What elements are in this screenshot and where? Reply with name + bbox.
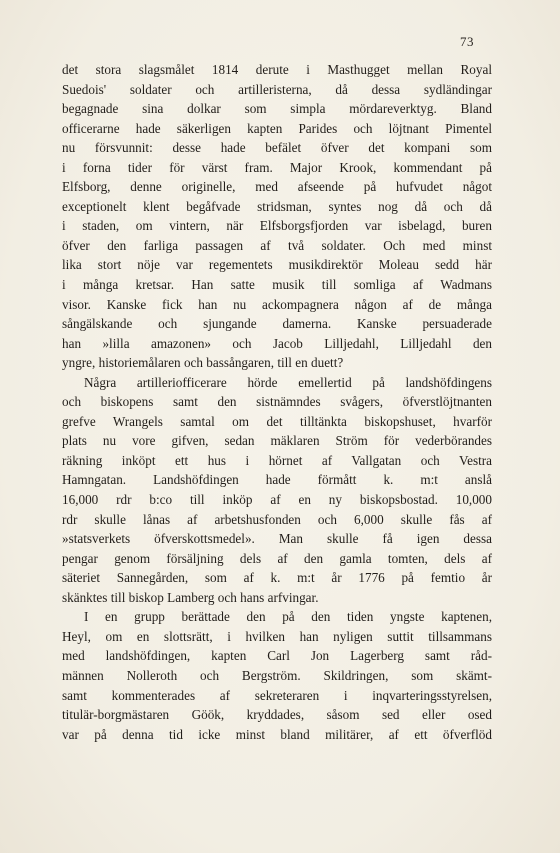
text-line: nu försvunnit: desse hade befälet öfver det kompani som: [62, 140, 492, 156]
text-line: pengar genom försäljning dels af den gamla tomten, dels af: [62, 550, 492, 566]
text-line: officerarne hade säkerligen kapten Parides och löjtnant Pimentel: [62, 120, 492, 136]
text-line: skänktes till biskop Lamberg och hans arfvingar.: [62, 589, 319, 605]
text-line: Hamngatan. Landshöfdingen hade förmått k. m:t anslå: [62, 472, 492, 488]
text-line: samt kommenterades af sekreteraren i inqvarteringsstyrelsen,: [62, 687, 492, 703]
text-line: sångälskande och sjungande damerna. Kanske persuaderade: [62, 316, 492, 332]
text-line: titulär-borgmästaren Göök, kryddades, såsom sed eller osed: [62, 707, 492, 723]
text-line: i forna tider för värst fram. Major Krook, kommendant på: [62, 159, 492, 175]
text-line: i många kretsar. Han satte musik till somliga af Wadmans: [62, 277, 492, 293]
text-line: räkning inköpt ett hus i hörnet af Vallgatan och Vestra: [62, 452, 492, 468]
text-line: yngre, historiemålaren och bassångaren, till en duett?: [62, 355, 344, 371]
text-line: öfver den farliga passagen af två soldater. Och med minst: [62, 237, 492, 253]
text-line: han »lilla amazonen» och Jacob Lilljedahl, Lilljedahl den: [62, 335, 492, 351]
text-line: visor. Kanske fick han nu ackompagnera någon af de många: [62, 296, 492, 312]
body-text: [62, 60, 492, 744]
text-line: begagnade sina dolkar som simpla mördareverktyg. Bland: [62, 101, 492, 117]
text-line: rdr skulle lånas af arbetshusfonden och 6,000 skulle fås af: [62, 511, 492, 527]
text-line: var på denna tid icke minst bland militärer, af ett öfverflöd: [62, 726, 492, 742]
text-line: männen Nolleroth och Bergström. Skildringen, som skämt-: [62, 667, 492, 683]
text-line: plats nu vore gifven, sedan mäklaren Ström för vederbörandes: [62, 433, 492, 449]
text-line: »statsverkets öfverskottsmedel». Man skulle få igen dessa: [62, 531, 492, 547]
text-line: I en grupp berättade den på den tiden yngste kaptenen,: [84, 609, 492, 625]
text-line: säteriet Sannegården, som af k. m:t år 1776 på femtio år: [62, 570, 492, 586]
text-line: grefve Wrangels samtal om det tilltänkta biskopshuset, hvarför: [62, 413, 492, 429]
text-line: det stora slagsmålet 1814 derute i Masthugget mellan Royal: [62, 62, 492, 77]
text-line: exceptionelt klent begåfvade stridsman, syntes nog då och då: [62, 198, 492, 214]
text-line: lika stort nöje var regementets musikdirektör Moleau sedd här: [62, 257, 492, 273]
text-line: 16,000 rdr b:co till inköp af en ny biskopsbostad. 10,000: [62, 492, 492, 508]
text-line: med landshöfdingen, kapten Carl Jon Lagerberg samt råd-: [62, 648, 492, 664]
text-line: Elfsborg, denne originelle, med afseende på hufvudet något: [62, 179, 492, 195]
text-line: och biskopens samt den sistnämndes svågers, öfverstlöjtnanten: [62, 394, 492, 410]
text-line: i staden, om vintern, när Elfsborgsfjorden var isbelagd, buren: [62, 218, 492, 234]
text-line: Några artilleriofficerare hörde emellertid på landshöfdingens: [84, 374, 492, 390]
page-number: 73: [460, 34, 474, 49]
text-line: Heyl, om en slottsrätt, i hvilken han nyligen suttit tillsammans: [62, 628, 492, 644]
text-line: Suedois' soldater och artilleristerna, då dessa sydländingar: [62, 81, 492, 97]
